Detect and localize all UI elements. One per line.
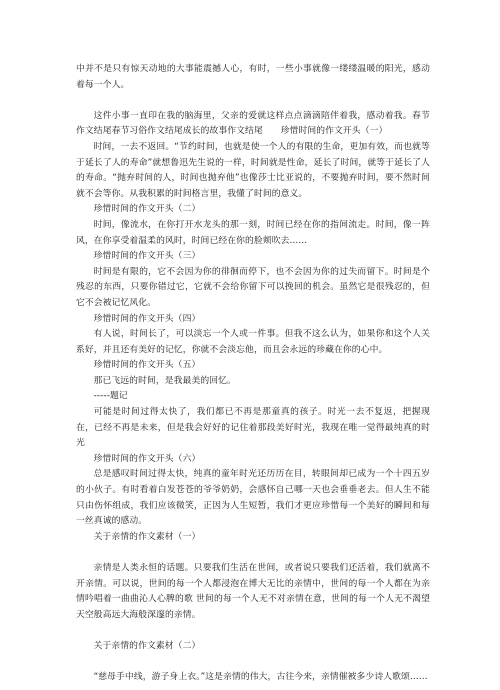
paragraph: 中并不是只有惊天动地的大事能震撼人心，有时，一些小事就像一缕缕温暖的阳光，感动着每一个人。	[76, 64, 430, 90]
paragraph: 珍惜时间的作文开头（六）	[93, 453, 201, 464]
paragraph: 珍惜时间的作文开头（三）	[93, 251, 201, 262]
paragraph: “慈母手中线，游子身上衣。”这是亲情的伟大，古往今来，亲情催被多少诗人歌颂……	[93, 672, 428, 683]
paragraph: 这件小事一直印在我的脑海里，父亲的爱就这样点点滴滴陪伴着我，感动着我。春节作文结尾春节习俗作文结尾成长的故事作文结尾 珍惜时间的作文开头（一）	[76, 110, 430, 137]
paragraph-gap	[76, 545, 430, 561]
paragraph: 关于亲情的作文素材（二）	[93, 640, 201, 651]
paragraph: 珍惜时间的作文开头（四）	[93, 313, 201, 324]
paragraph: 总是感叹时间过得太快，纯真的童年时光还历历在目，转眼间却已成为一个十四五岁的小伙子。有时看着白发苍苍的爷爷奶奶，会感怀自己哪一天也会垂垂老去。但人生不能只由伤怀组成，我们应该微笑，正因为人生短暂，我们才更应珍惜每一个美好的瞬间和每一丝真诚的感动。	[76, 469, 430, 527]
paragraph: 珍惜时间的作文开头（五）	[93, 360, 201, 371]
paragraph: 有人说，时间长了，可以淡忘一个人或一件事。但我不这么认为，如果你和这个人关系好，并且还有美好的记忆，你就不会淡忘他，而且会永远的珍藏在你的心中。	[76, 329, 430, 355]
paragraph: 时间是有限的，它不会因为你的徘徊而停下，也不会因为你的过失而留下。时间是个残忍的东西，只要你错过它，它就不会给你留下可以挽回的机会。虽然它是很残忍的，但它不会被记忆风化。	[76, 266, 430, 308]
paragraph: 时间，一去不返回。“节约时间，也就是使一个人的有限的生命，更加有效，而也就等于延长了人的寿命”就想鲁迅先生说的一样，时间就是性命，延长了时间，就等于延长了人的寿命。“抛弃时间的人，时间也抛弃他”也像莎士比亚说的，不要抛弃时间，要不然时间就不会等你。从我积累的时间格言里，我懂了时间的意义。	[76, 141, 430, 199]
paragraph-gap	[76, 623, 430, 639]
paragraph: 珍惜时间的作文开头（二）	[93, 204, 201, 215]
paragraph: 关于亲情的作文素材（一）	[93, 531, 201, 542]
paragraph: 亲情是人类永恒的话题。只要我们生活在世间，或者说只要我们还活着，我们就离不开亲情。可以说，世间的每一个人都浸泡在博大无比的亲情中，世间的每一个人都在为亲情吟唱着一曲曲沁人心脾的歌 世间的每一个人无不对亲情在意，世间的每一个人无不渴望天空般高远大海般深邃的亲情。	[76, 563, 430, 620]
paragraph: 那已飞远的时间，是我最美的回忆。	[93, 375, 236, 386]
paragraph: 时间，像流水，在你打开水龙头的那一刻，时间已经在你的指间流走。时间，像一阵风，在你享受着温柔的风时，时间已经在你的脸颊吹去……	[76, 219, 430, 246]
paragraph: 可能是时间过得太快了，我们都已不再是那童真的孩子。时光一去不复返，把握现在，已经不再是未来，但是我会好好的记住着那段美好时光，我现在唯一觉得最纯真的时光	[76, 407, 430, 449]
paragraph-gap	[76, 93, 430, 109]
paragraph-gap	[76, 655, 430, 671]
paragraph: -----题记	[93, 391, 128, 402]
